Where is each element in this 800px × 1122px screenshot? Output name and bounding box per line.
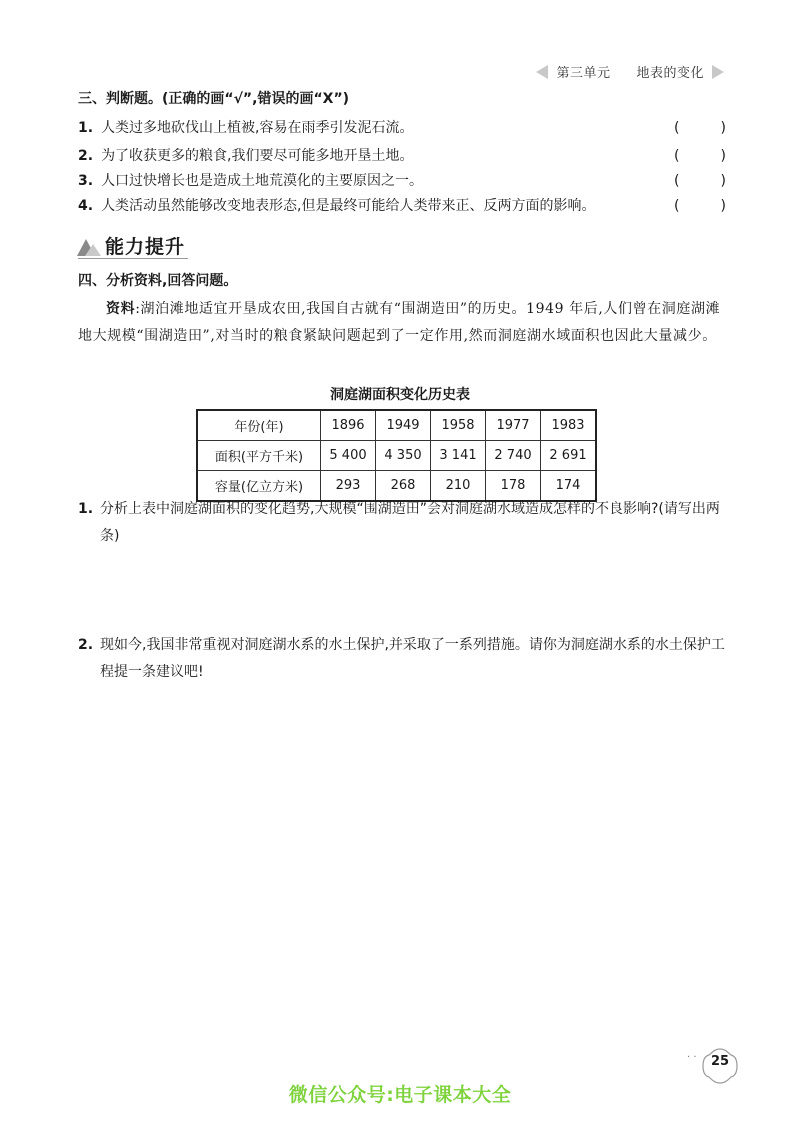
judge-item: 2. 为了收获更多的粮食,我们要尽可能多地开垦土地。 ( ) xyxy=(78,148,726,164)
material-label: 资料 xyxy=(106,301,136,317)
year-cell: 1983 xyxy=(541,410,597,441)
row-label: 容量(亿立方米) xyxy=(197,471,321,502)
answer-blank[interactable]: ( ) xyxy=(674,120,726,136)
table-cell: 268 xyxy=(376,471,431,502)
table-row xyxy=(197,410,596,441)
judge-item: 3. 人口过快增长也是造成土地荒漠化的主要原因之一。 ( ) xyxy=(78,173,726,189)
table-cell: 2 691 xyxy=(541,441,597,471)
right-triangle-icon xyxy=(712,65,724,79)
unit-label: 第三单元 xyxy=(556,66,611,81)
judge-item: 1. 人类过多地砍伐山上植被,容易在雨季引发泥石流。 ( ) xyxy=(78,120,726,136)
answer-blank[interactable]: ( ) xyxy=(674,198,726,214)
decor-dots: · · xyxy=(687,1052,697,1063)
table-cell: 5 400 xyxy=(321,441,376,471)
answer-blank[interactable]: ( ) xyxy=(674,173,726,189)
question-2: 2. 现如今,我国非常重视对洞庭湖水系的水土保护,并采取了一系列措施。请你为洞庭湖水系的水土保护工程提一条建议吧! xyxy=(78,637,725,680)
table-row xyxy=(197,441,596,471)
judge-item: 4. 人类活动虽然能够改变地表形态,但是最终可能给人类带来正、反两方面的影响。 ( ) xyxy=(78,198,726,214)
table-cell: 2 740 xyxy=(486,441,541,471)
section3-title: 三、判断题。(正确的画“√”,错误的画“X”) xyxy=(78,91,350,107)
heading-underline xyxy=(78,258,188,259)
question-1: 1. 分析上表中洞庭湖面积的变化趋势,大规模“围湖造田”会对洞庭湖水域造成怎样的不良影响?(请写出两条) xyxy=(78,501,720,544)
ability-label: 能力提升 xyxy=(105,236,186,258)
table-cell: 210 xyxy=(431,471,486,502)
left-triangle-icon xyxy=(536,65,548,79)
year-cell: 1949 xyxy=(376,410,431,441)
watermark: 微信公众号:电子课本大全 xyxy=(288,1084,512,1106)
table-title: 洞庭湖面积变化历史表 xyxy=(330,387,470,403)
page-number: 25 xyxy=(710,1054,730,1069)
year-cell: 1977 xyxy=(486,410,541,441)
section4-title: 四、分析资料,回答问题。 xyxy=(78,273,238,289)
table-cell: 3 141 xyxy=(431,441,486,471)
header-cell: 年份(年) xyxy=(197,410,321,441)
chapter-title: 地表的变化 xyxy=(636,66,704,81)
table-cell: 178 xyxy=(486,471,541,502)
table-cell: 174 xyxy=(541,471,597,502)
year-cell: 1958 xyxy=(431,410,486,441)
material-paragraph xyxy=(78,296,728,350)
material-text: :湖泊滩地适宜开垦成农田,我国自古就有“围湖造田”的历史。1949 年后,人们曾在洞庭湖滩地大规模“围湖造田”,对当时的粮食紧缺问题起到了一定作用,然而洞庭湖水域面积也因此大量减少。 xyxy=(78,301,721,344)
table-cell: 4 350 xyxy=(376,441,431,471)
year-cell: 1896 xyxy=(321,410,376,441)
page-header xyxy=(536,62,724,81)
row-label: 面积(平方千米) xyxy=(197,441,321,471)
area-history-table xyxy=(196,409,597,502)
answer-blank[interactable]: ( ) xyxy=(674,148,726,164)
table-cell: 293 xyxy=(321,471,376,502)
mountain-icon xyxy=(76,235,102,257)
ability-heading xyxy=(76,232,185,259)
